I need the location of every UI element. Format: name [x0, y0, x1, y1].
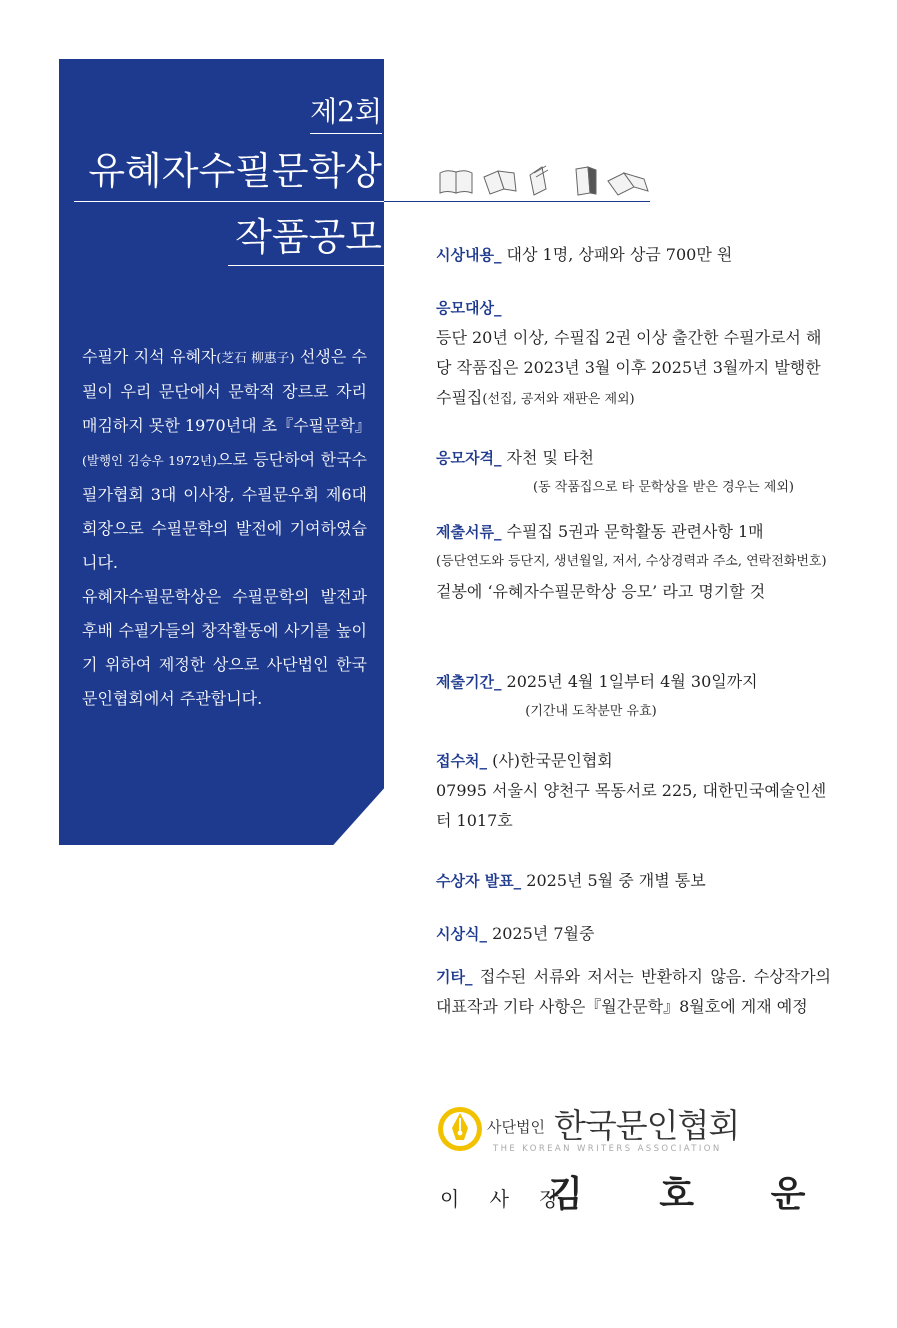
title-rule-extension — [384, 201, 650, 202]
section-ceremony: 시상식_ 2025년 7월중 — [436, 924, 595, 943]
book-icon — [608, 173, 648, 195]
section-documents: 제출서류_ 수필집 5권과 문학활동 관련사항 1매 (등단연도와 등단지, 생년월일, 저서, 수상경력과 주소, 연락전화번호) 겉봉에 ‘유혜자수필문학상 응모’ 라고 명기할 것 — [436, 522, 827, 601]
section-etc: 기타_ 접수된 서류와 저서는 반환하지 않음. 수상작가의 대표작과 기타 사항은『월간문학』8월호에 게재 예정 — [436, 967, 831, 1016]
section-office: 접수처_ (사)한국문인협회 07995 서울시 양천구 목동서로 225, 대한민국예술인센터 1017호 — [436, 751, 827, 830]
edition-title: 제2회 — [310, 95, 382, 128]
intro-paragraph-1: 수필가 지석 유혜자(芝石 柳惠子) 선생은 수필이 우리 문단에서 문학적 장르로 자리매김하지 못한 1970년대 초『수필문학』(발행인 김승우 1972년)으로 등단하여 한국수필가협회 3대 이사장, 수필문우회 제6대 회장으로 수필문학의 발전에 기여하였습니다. — [82, 347, 371, 572]
president-title: 이 사 장 — [440, 1187, 571, 1211]
book-icon — [530, 166, 548, 195]
book-icon — [440, 171, 472, 193]
title-rule — [310, 133, 382, 134]
section-award: 시상내용_ 대상 1명, 상패와 상금 700만 원 — [436, 245, 733, 264]
contest-title: 작품공모 — [235, 215, 382, 259]
title-rule — [74, 201, 384, 202]
org-prefix: 사단법인 — [487, 1118, 545, 1136]
section-eligibility: 응모자격_ 자천 및 타천 (동 작품집으로 타 문학상을 받은 경우는 제외) — [436, 448, 794, 495]
section-period: 제출기간_ 2025년 4월 1일부터 4월 30일까지 (기간내 도착분만 유효) — [436, 672, 758, 719]
books-illustration — [438, 163, 650, 197]
president-name: 김 호 운 — [548, 1173, 838, 1215]
organization-logo — [437, 1102, 740, 1162]
intro-paragraph-2: 유혜자수필문학상은 수필문학의 발전과 후배 수필가들의 창작활동에 사기를 높이기 위하여 제정한 상으로 사단법인 한국문인협회에서 주관합니다. — [82, 587, 367, 708]
title-rule — [228, 265, 384, 266]
section-announce: 수상자 발표_ 2025년 5월 중 개별 통보 — [436, 871, 706, 890]
pen-nib-emblem-icon — [437, 1106, 483, 1152]
org-name: 한국문인협회 — [554, 1106, 740, 1145]
award-title: 유혜자수필문학상 — [88, 149, 382, 193]
org-english-name: THE KOREAN WRITERS ASSOCIATION — [493, 1144, 722, 1154]
book-icon — [576, 167, 596, 195]
book-icon — [484, 171, 516, 194]
intro-text — [82, 340, 371, 716]
section-target: 응모대상_ 등단 20년 이상, 수필집 2권 이상 출간한 수필가로서 해당 작품집은 2023년 3월 이후 2025년 3월까지 발행한 수필집(선집, 공저와 재판은 제외) — [436, 299, 822, 407]
